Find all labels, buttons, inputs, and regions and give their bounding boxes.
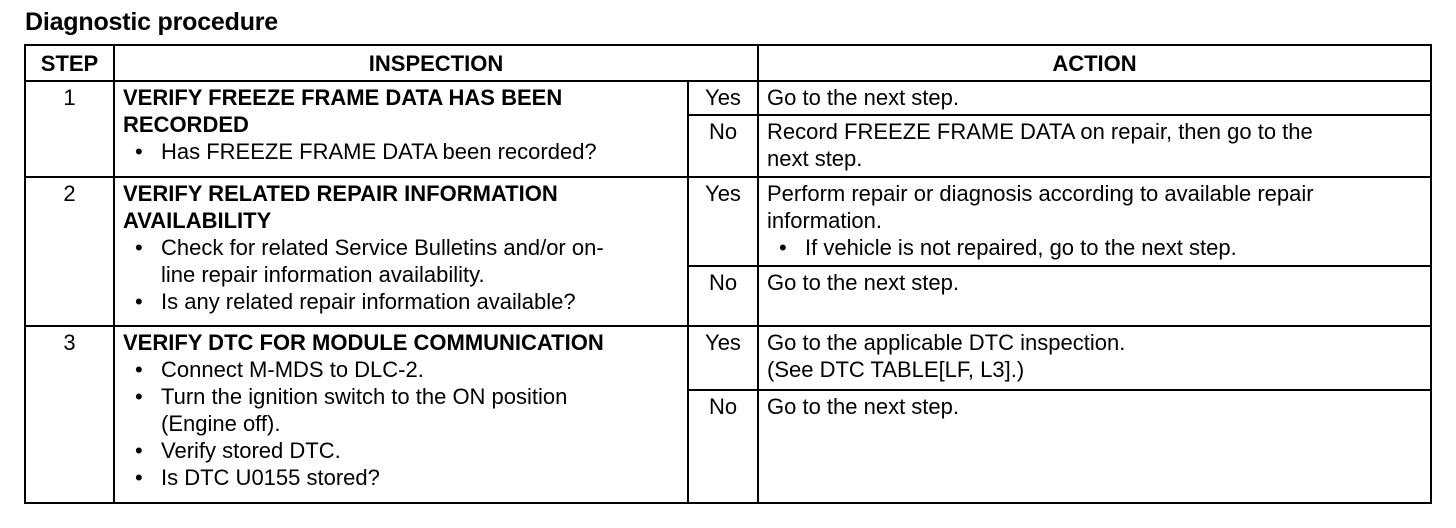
no-action	[758, 266, 1431, 326]
no-action-line: next step.	[767, 145, 863, 171]
answer-yes: Yes	[688, 326, 758, 390]
yes-action-line: (See DTC TABLE[LF, L3].)	[767, 356, 1025, 382]
yes-action-line: information.	[767, 207, 882, 233]
inspection-bullets	[123, 234, 679, 315]
inspection-bullet: • Has FREEZE FRAME DATA been recorded?	[123, 138, 679, 165]
yes-action	[758, 326, 1431, 390]
inspection-bullet: • Is any related repair information available?	[123, 288, 679, 315]
inspection-bullets	[123, 356, 679, 491]
header-step: STEP	[25, 45, 114, 81]
header-inspection: INSPECTION	[114, 45, 758, 81]
step-row-1	[25, 81, 1431, 115]
inspection-bullet: • Is DTC U0155 stored?	[123, 464, 679, 491]
answer-yes: Yes	[688, 81, 758, 115]
yes-action	[758, 81, 1431, 115]
answer-no: No	[688, 390, 758, 503]
no-action-line: Go to the next step.	[767, 393, 960, 419]
no-action	[758, 390, 1431, 503]
yes-action-line: Go to the applicable DTC inspection.	[767, 329, 1126, 355]
inspection-bullets	[123, 138, 679, 165]
yes-action-line: Perform repair or diagnosis according to available repair	[767, 180, 1314, 206]
yes-action-bullets	[767, 234, 1422, 261]
inspection-cell	[114, 326, 688, 503]
step-row-3	[25, 326, 1431, 390]
no-action-line: Record FREEZE FRAME DATA on repair, then go to the	[767, 118, 1313, 144]
diagnostic-procedure-table	[24, 44, 1432, 504]
inspection-heading: VERIFY FREEZE FRAME DATA HAS BEEN	[123, 85, 563, 110]
inspection-bullet: • Connect M-MDS to DLC-2.	[123, 356, 679, 383]
inspection-cell	[114, 177, 688, 326]
no-action-line: Go to the next step.	[767, 270, 960, 296]
yes-action-line: Go to the next step.	[767, 85, 960, 110]
header-row	[25, 45, 1431, 81]
yes-action-bullet: • If vehicle is not repaired, go to the next step.	[767, 234, 1422, 261]
no-action	[758, 115, 1431, 177]
step-number: 3	[25, 326, 114, 503]
inspection-heading: RECORDED	[123, 112, 249, 137]
step-row-2	[25, 177, 1431, 267]
step-number: 1	[25, 81, 114, 177]
yes-action	[758, 177, 1431, 267]
answer-no: No	[688, 115, 758, 177]
answer-yes: Yes	[688, 177, 758, 267]
step-number: 2	[25, 177, 114, 326]
inspection-bullet: • Verify stored DTC.	[123, 437, 679, 464]
answer-no: No	[688, 266, 758, 326]
procedure-body	[25, 81, 1431, 503]
inspection-heading: VERIFY RELATED REPAIR INFORMATION	[123, 180, 558, 206]
page-title: Diagnostic procedure	[25, 8, 278, 36]
inspection-heading: AVAILABILITY	[123, 207, 272, 233]
inspection-heading: VERIFY DTC FOR MODULE COMMUNICATION	[123, 329, 604, 355]
inspection-cell	[114, 81, 688, 177]
inspection-bullet: • Check for related Service Bulletins and/or on- line repair information availability.	[123, 234, 679, 288]
inspection-bullet: • Turn the ignition switch to the ON position (Engine off).	[123, 383, 679, 437]
header-action: ACTION	[758, 45, 1431, 81]
